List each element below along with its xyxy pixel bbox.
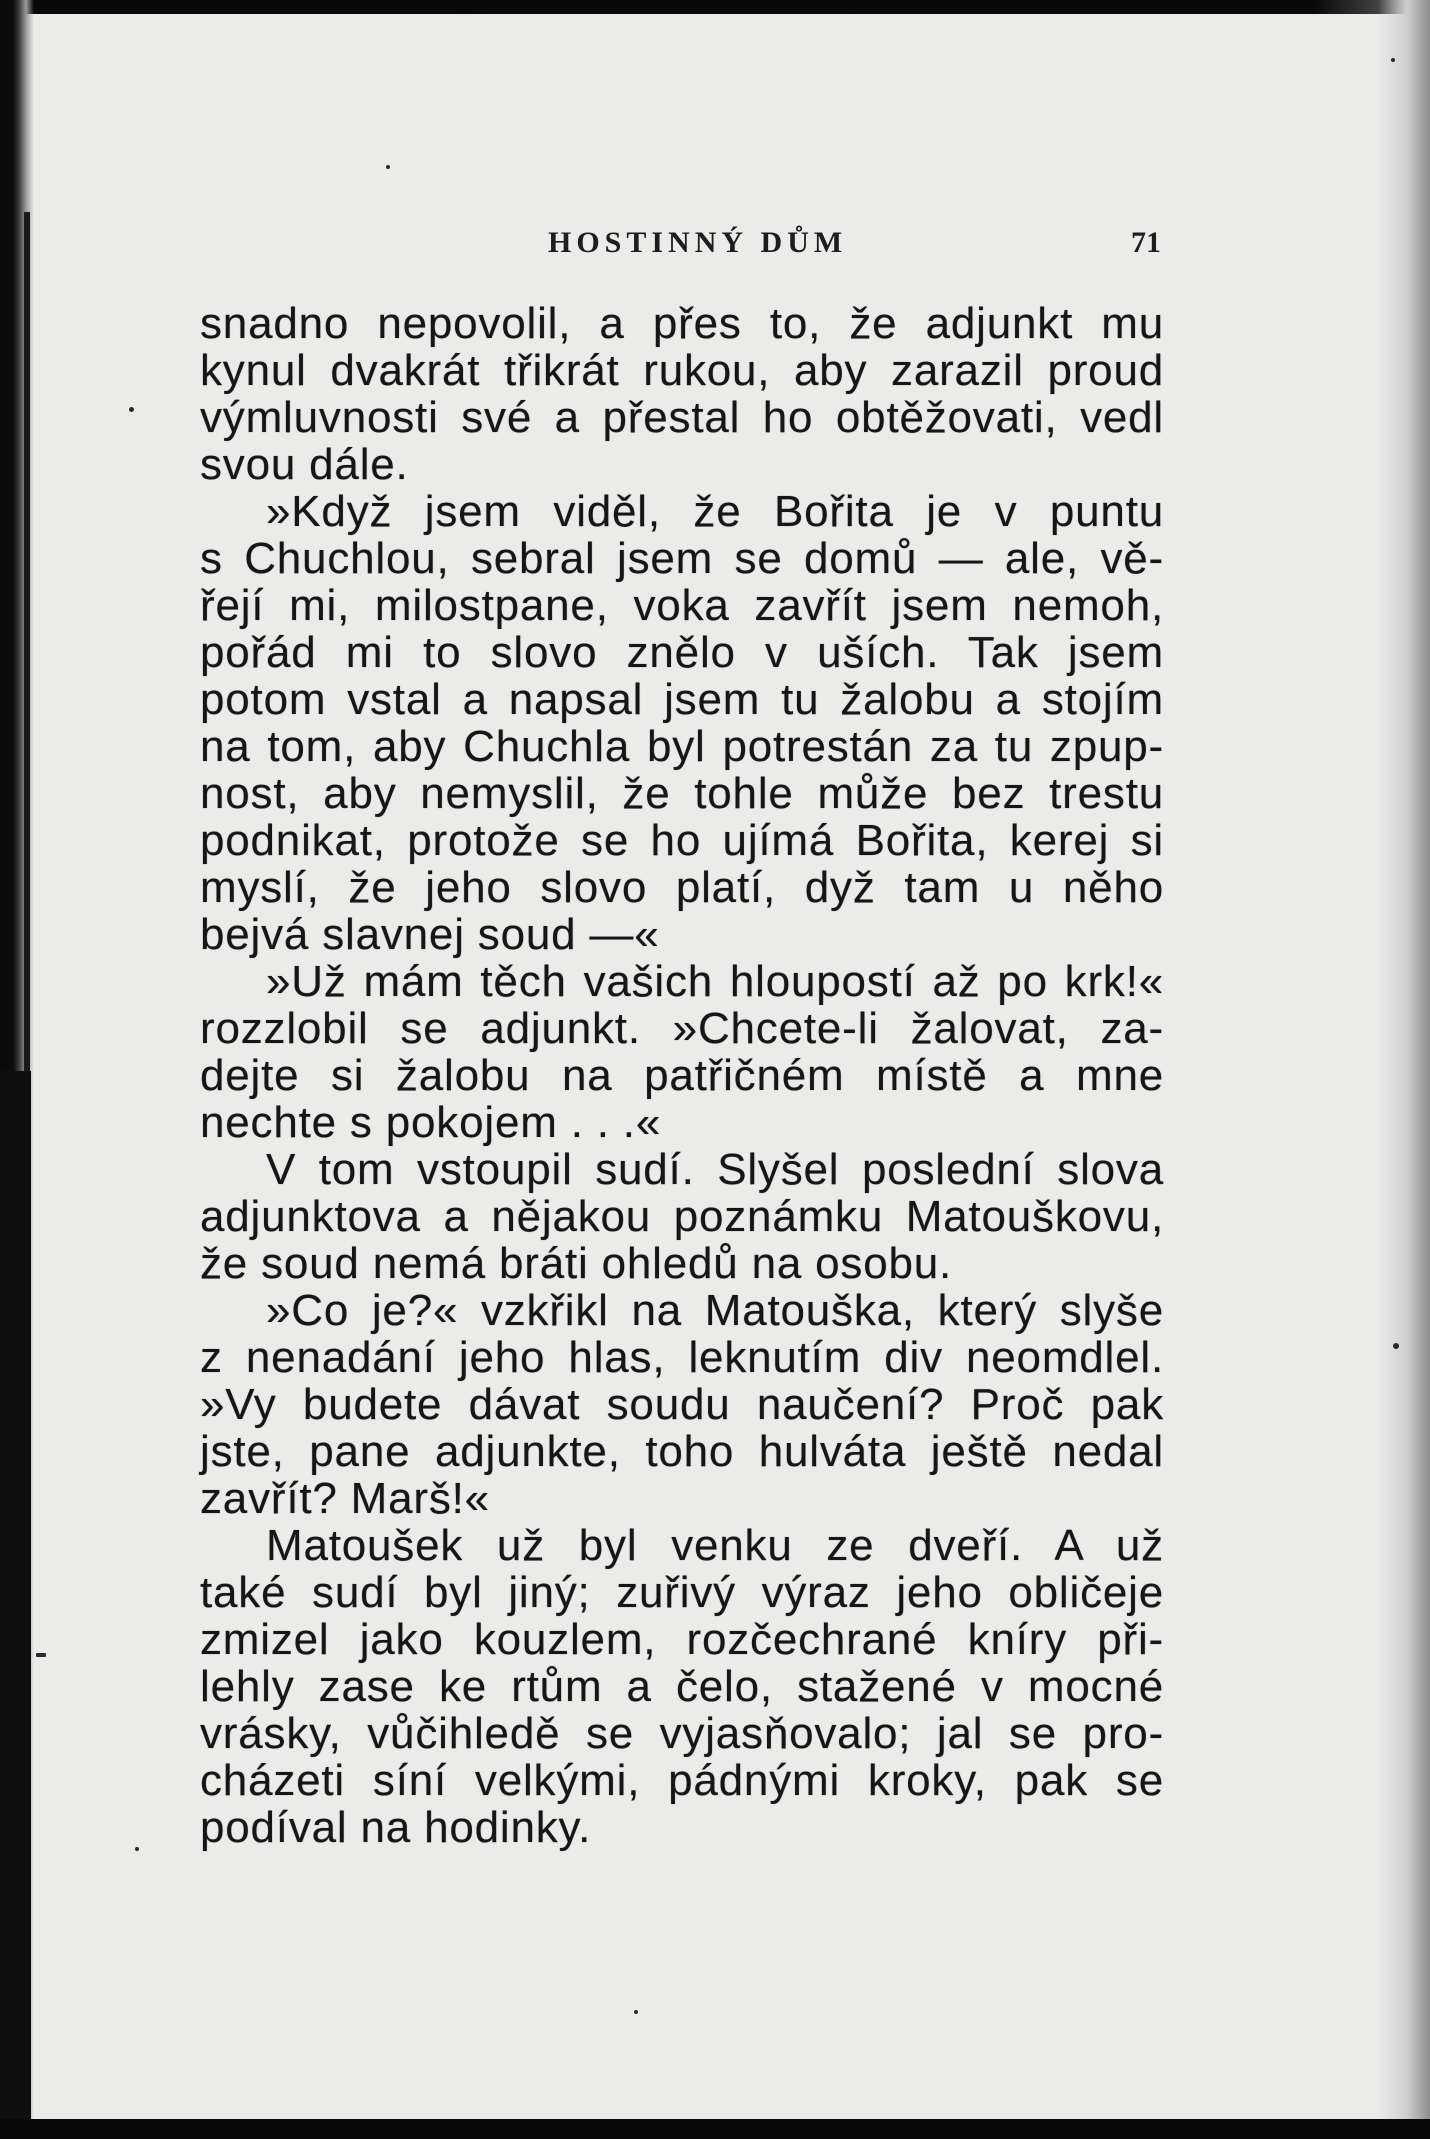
text-line: také sudí byl jiný; zuřivý výraz jeho obličeje xyxy=(200,1568,1164,1617)
scan-speck xyxy=(1393,1343,1399,1349)
text-line: rozzlobil se adjunkt. »Chcete-li žalovat, za- xyxy=(200,1004,1164,1053)
text-line: Matoušek už byl venku ze dveří. A už xyxy=(266,1521,1164,1570)
text-line: podnikat, protože se ho ujímá Bořita, kerej si xyxy=(200,816,1164,865)
text-line: výmluvnosti své a přestal ho obtěžovati, vedl xyxy=(200,393,1164,442)
text-line: lehly zase ke rtům a čelo, stažené v mocné xyxy=(200,1662,1164,1711)
text-line: zavřít? Marš!« xyxy=(200,1474,490,1523)
text-line: cházeti síní velkými, pádnými kroky, pak se xyxy=(200,1756,1164,1805)
scan-speck xyxy=(386,165,390,169)
scan-speck xyxy=(1391,58,1395,62)
paragraph xyxy=(200,488,1164,958)
text-line: kynul dvakrát třikrát rukou, aby zarazil proud xyxy=(200,346,1164,395)
text-line: řejí mi, milostpane, voka zavřít jsem nemoh, xyxy=(200,581,1164,630)
text-line: adjunktova a nějakou poznámku Matouškovu, xyxy=(200,1192,1164,1241)
scan-speck xyxy=(36,1653,46,1657)
text-line: že soud nemá bráti ohledů na osobu. xyxy=(200,1239,953,1288)
scan-border-right xyxy=(1378,0,1430,2139)
text-line: svou dále. xyxy=(200,440,409,489)
scan-border-bottom xyxy=(0,2119,1430,2139)
text-line: snadno nepovolil, a přes to, že adjunkt mu xyxy=(200,299,1164,348)
text-line: nechte s pokojem . . .« xyxy=(200,1098,662,1147)
text-line: jste, pane adjunkte, toho hulváta ještě nedal xyxy=(200,1427,1164,1476)
text-line: potom vstal a napsal jsem tu žalobu a stojím xyxy=(200,675,1164,724)
text-line: nost, aby nemyslil, že tohle může bez trestu xyxy=(200,769,1164,818)
scan-speck xyxy=(135,1847,139,1851)
scan-border-top xyxy=(0,0,1430,14)
scan-speck xyxy=(129,407,134,412)
page-body xyxy=(200,300,1164,1851)
text-line: V tom vstoupil sudí. Slyšel poslední slova xyxy=(266,1145,1164,1194)
text-line: myslí, že jeho slovo platí, dyž tam u něho xyxy=(200,863,1164,912)
paragraph xyxy=(200,1522,1164,1851)
text-line: pořád mi to slovo znělo v uších. Tak jsem xyxy=(200,628,1164,677)
text-line: »Když jsem viděl, že Bořita je v puntu xyxy=(266,487,1164,536)
text-line: vrásky, vůčihledě se vyjasňovalo; jal se pro- xyxy=(200,1709,1164,1758)
text-line: podíval na hodinky. xyxy=(200,1803,592,1852)
page-number: 71 xyxy=(1131,226,1161,259)
scan-speck xyxy=(634,2010,638,2014)
text-line: z nenadání jeho hlas, leknutím div neomdlel. xyxy=(200,1333,1164,1382)
paragraph xyxy=(200,958,1164,1146)
paragraph xyxy=(200,300,1164,488)
text-line: dejte si žalobu na patřičném místě a mne xyxy=(200,1051,1164,1100)
text-line: »Vy budete dávat soudu naučení? Proč pak xyxy=(200,1380,1164,1429)
text-line: »Co je?« vzkřikl na Matouška, který slyše xyxy=(266,1286,1164,1335)
paragraph xyxy=(200,1287,1164,1522)
text-line: zmizel jako kouzlem, rozčechrané kníry při- xyxy=(200,1615,1164,1664)
text-line: na tom, aby Chuchla byl potrestán za tu zpup- xyxy=(200,722,1164,771)
text-line: bejvá slavnej soud —« xyxy=(200,910,660,959)
running-head: HOSTINNÝ DŮM xyxy=(548,226,848,259)
scan-border-left-lower xyxy=(0,1071,31,2139)
paragraph xyxy=(200,1146,1164,1287)
text-line: s Chuchlou, sebral jsem se domů — ale, vě- xyxy=(200,534,1164,583)
text-line: »Už mám těch vašich hloupostí až po krk!« xyxy=(266,957,1164,1006)
